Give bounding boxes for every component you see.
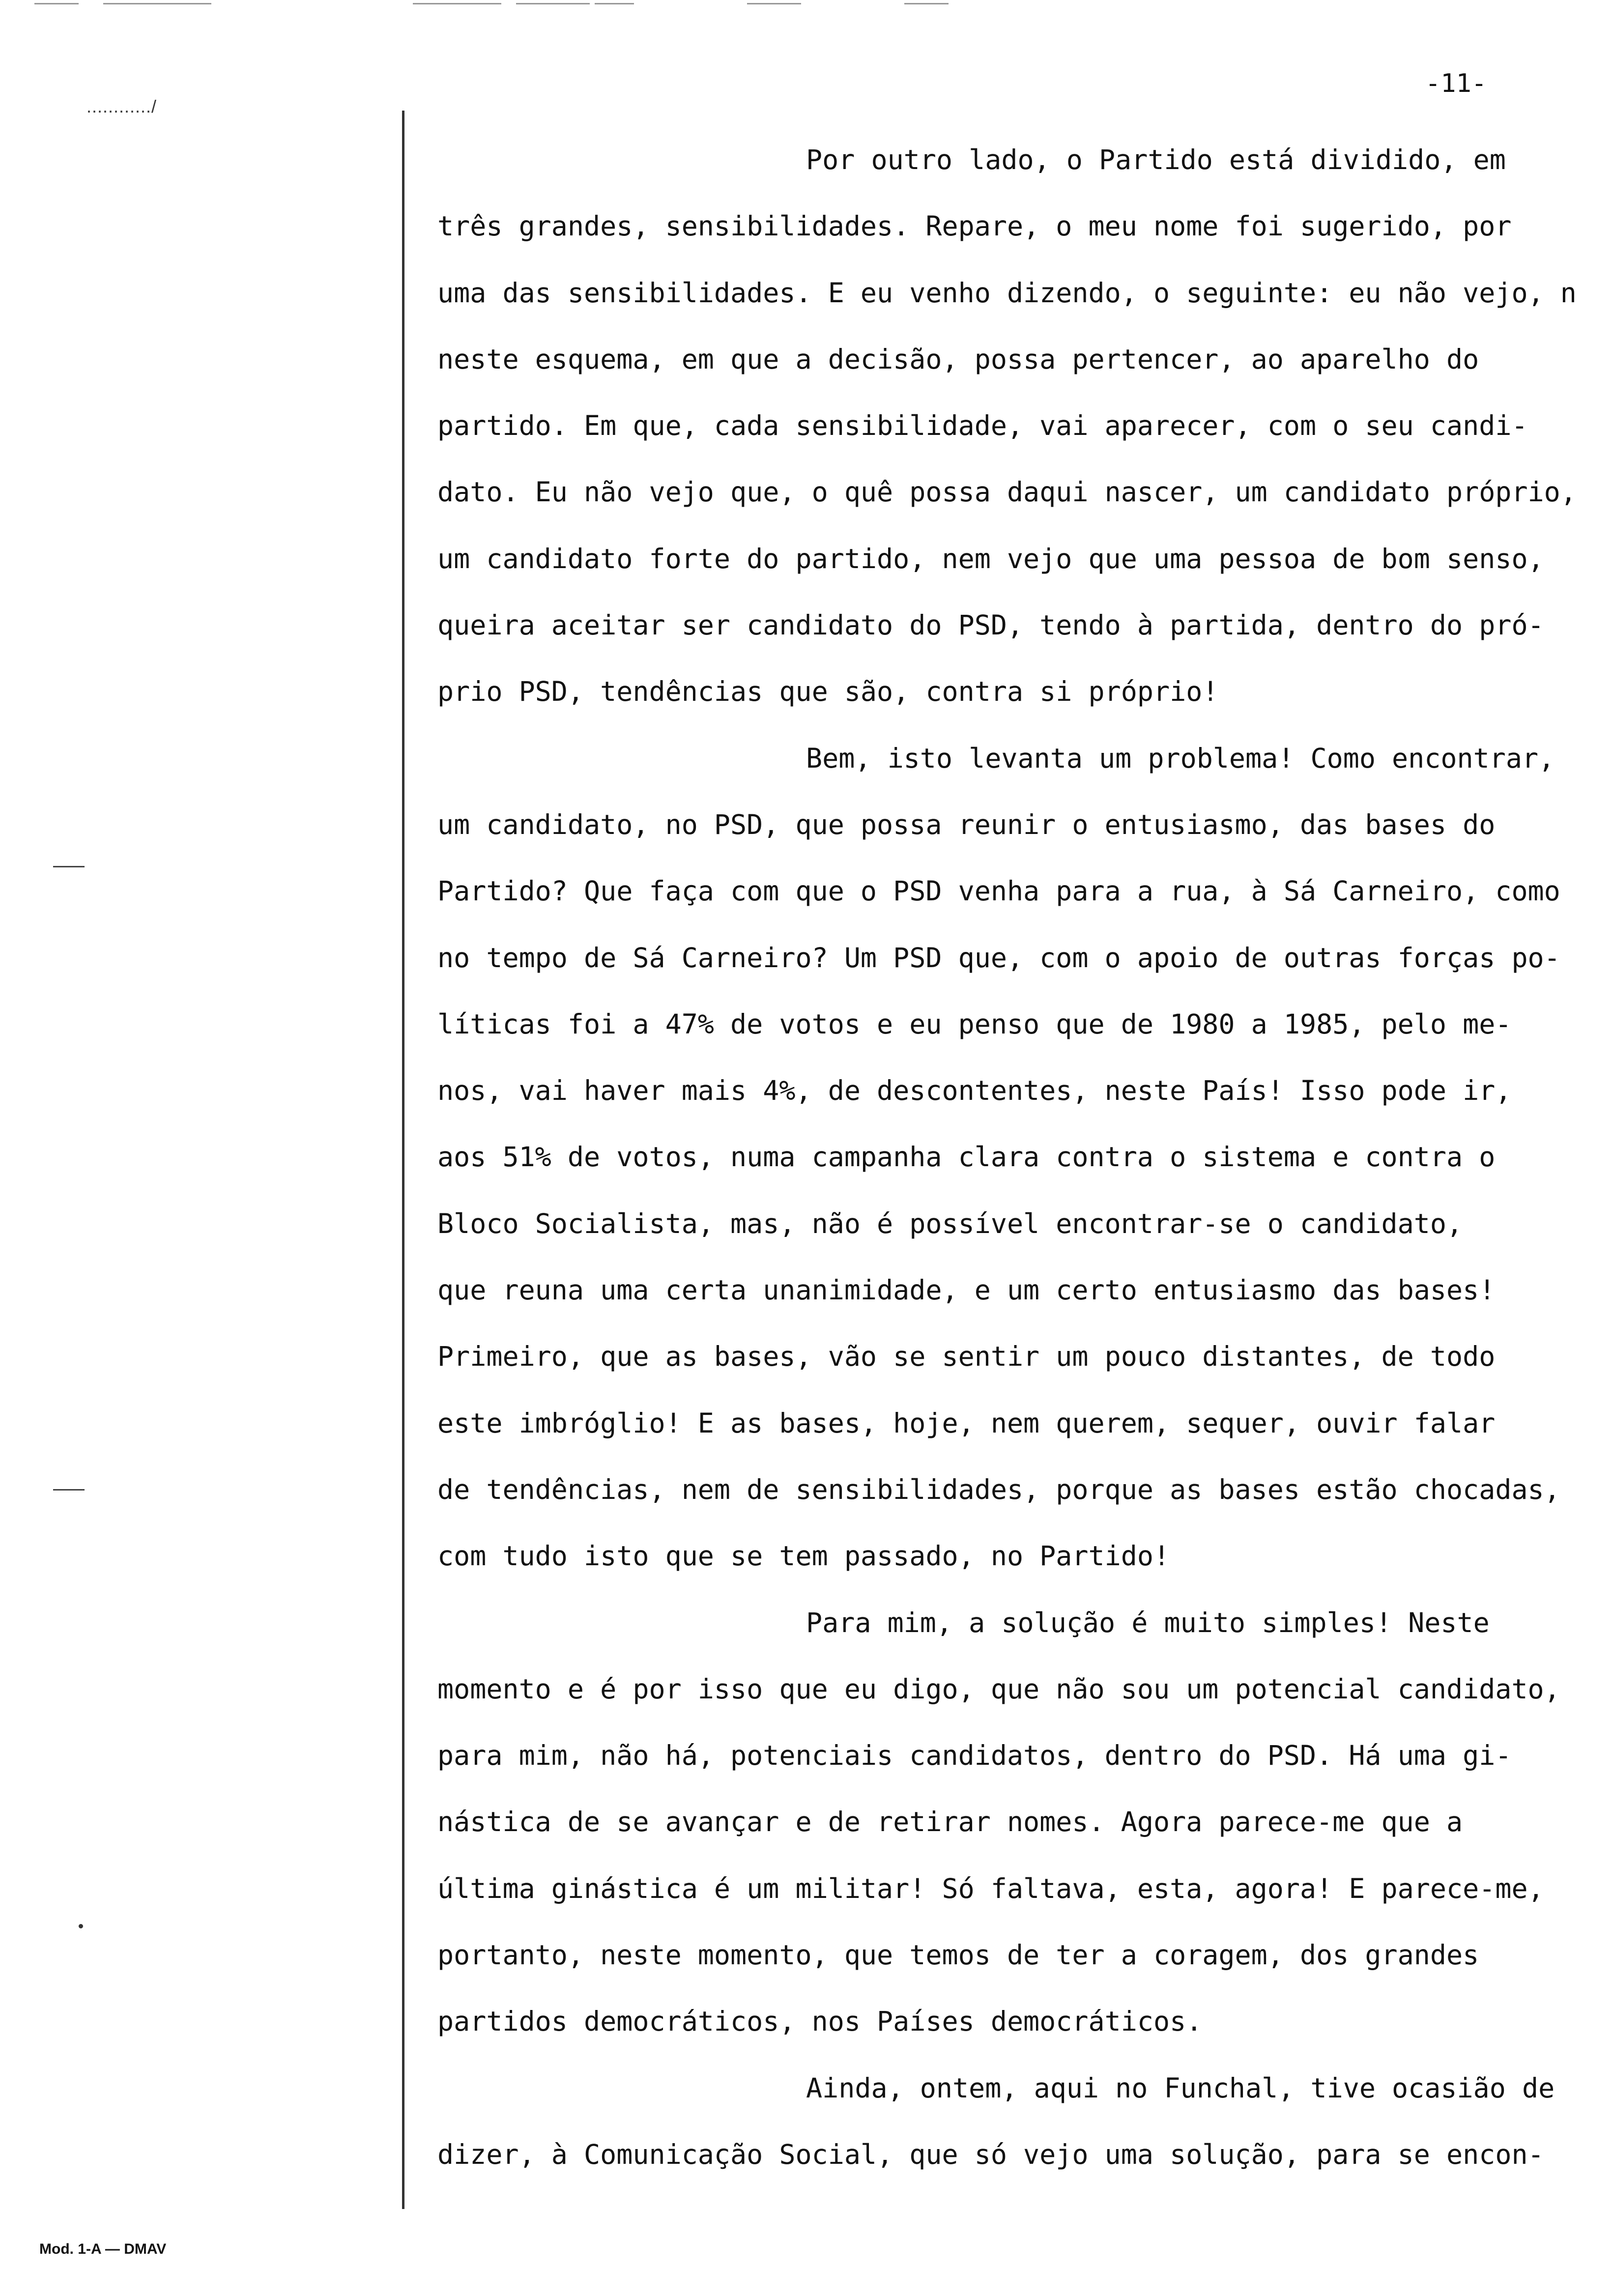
margin-mark: ............/ [86,96,157,116]
scan-artifact [413,3,501,4]
text-line: neste esquema, em que a decisão, possa pertencer, ao aparelho do [437,343,1479,375]
text-line: partidos democráticos, nos Países democráticos. [437,2006,1203,2038]
scan-artifact [904,3,949,4]
page-number: -11- [1425,69,1487,98]
document-body [437,127,1607,2188]
text-line: nástica de se avançar e de retirar nomes. Agora parece-me que a [437,1806,1463,1838]
text-line: Primeiro, que as bases, vão se sentir um pouco distantes, de todo [437,1341,1496,1373]
text-line: prio PSD, tendências que são, contra si próprio! [437,676,1219,708]
margin-tick-lower [53,1489,85,1491]
text-line: aos 51% de votos, numa campanha clara contra o sistema e contra o [437,1141,1496,1173]
text-line: uma das sensibilidades. E eu venho dizendo, o seguinte: eu não vejo, n [437,277,1577,309]
scan-artifact [516,3,590,4]
text-line: Para mim, a solução é muito simples! Neste [806,1607,1490,1638]
text-line: com tudo isto que se tem passado, no Partido! [437,1540,1170,1572]
text-line: Bloco Socialista, mas, não é possível encontrar-se o candidato, [437,1207,1463,1239]
text-line: dato. Eu não vejo que, o quê possa daqui nascer, um candidato próprio, [437,476,1577,508]
text-line: de tendências, nem de sensibilidades, porque as bases estão chocadas, [437,1473,1560,1505]
text-line: portanto, neste momento, que temos de ter a coragem, dos grandes [437,1939,1479,1971]
form-code: Mod. 1-A — DMAV [39,2241,167,2257]
text-line: um candidato, no PSD, que possa reunir o entusiasmo, das bases do [437,808,1496,840]
text-line: nos, vai haver mais 4%, de descontentes, neste País! Isso pode ir, [437,1075,1512,1107]
text-line: um candidato forte do partido, nem vejo que uma pessoa de bom senso, [437,543,1544,574]
text-line: Por outro lado, o Partido está dividido, em [806,144,1506,175]
text-line: última ginástica é um militar! Só faltava, esta, agora! E parece-me, [437,1872,1544,1904]
text-line: este imbróglio! E as bases, hoje, nem querem, sequer, ouvir falar [437,1407,1496,1439]
scan-artifact [747,3,801,4]
text-line: no tempo de Sá Carneiro? Um PSD que, com o apoio de outras forças po- [437,942,1560,974]
text-line: Partido? Que faça com que o PSD venha para a rua, à Sá Carneiro, como [437,875,1560,907]
scan-artifact [103,3,211,4]
text-line: líticas foi a 47% de votos e eu penso que de 1980 a 1985, pelo me- [437,1008,1512,1040]
text-line: para mim, não há, potenciais candidatos, dentro do PSD. Há uma gi- [437,1740,1512,1772]
scan-artifact [595,3,634,4]
text-line: Ainda, ontem, aqui no Funchal, tive ocasião de [806,2072,1555,2104]
margin-tick-upper [53,866,85,867]
text-line: que reuna uma certa unanimidade, e um certo entusiasmo das bases! [437,1274,1496,1306]
scan-artifact [34,3,79,4]
text-line: Bem, isto levanta um problema! Como encontrar, [806,742,1555,774]
text-line: queira aceitar ser candidato do PSD, tendo à partida, dentro do pró- [437,609,1544,641]
text-line: dizer, à Comunicação Social, que só vejo uma solução, para se encon- [437,2138,1544,2170]
margin-rule [402,111,404,2209]
text-line: partido. Em que, cada sensibilidade, vai aparecer, com o seu candi- [437,410,1528,442]
text-line: três grandes, sensibilidades. Repare, o meu nome foi sugerido, por [437,210,1512,242]
text-line: momento e é por isso que eu digo, que não sou um potencial candidato, [437,1673,1560,1705]
margin-dot [79,1924,83,1928]
